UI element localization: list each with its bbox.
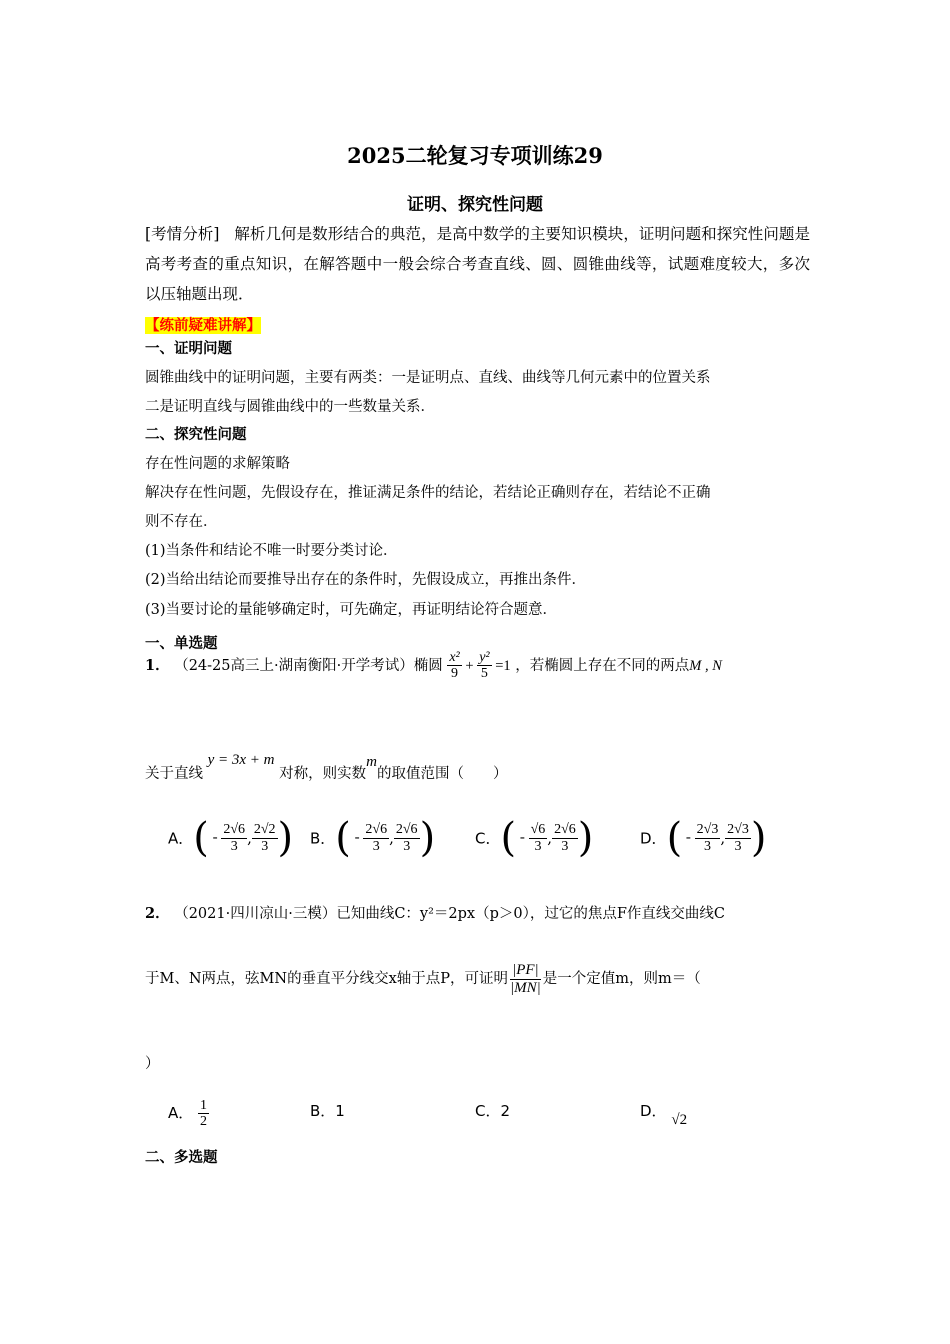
q1-option-d[interactable]: D．( - $\frac{2√3}{3}$ , $\frac{2√3}{3}$ ) <box>640 815 767 861</box>
explore-strategy: 存在性问题的求解策略 <box>145 456 290 472</box>
q1-option-c-label: C． <box>475 829 501 848</box>
question-1-text-a: 椭圆 <box>413 657 443 674</box>
ellipse-x-term: $\frac{\text{x²}}{9}$ <box>449 650 460 682</box>
left-paren-icon: ( <box>335 815 351 861</box>
q1-option-c-upper-bound: $\frac{2√6}{3}$ <box>554 822 576 854</box>
question-2-line-2 <box>145 962 701 996</box>
question-1-number: 1． <box>145 656 170 674</box>
q1-option-c[interactable]: C．( - $\frac{√6}{3}$ , $\frac{2√6}{3}$ ) <box>475 815 594 861</box>
question-1-options <box>168 815 808 878</box>
question-2-line-3: ） <box>145 1056 160 1072</box>
analysis-paragraph <box>145 219 810 309</box>
q1-option-d-label: D． <box>640 829 667 848</box>
question-1-line-1: 1． （24-25高三上·湖南衡阳·开学考试）椭圆 $\frac{\text{x²}}{9}$ + $\frac{\text{y²}}{5}$ =1 ，若椭圆上存在不同的两点M , N <box>145 650 722 682</box>
multi-choice-heading: 二、多选题 <box>145 1149 218 1166</box>
explore-heading: 二、探究性问题 <box>145 426 247 443</box>
explore-item-3: (3)当要讨论的量能够确定时，可先确定，再证明结论符合题意． <box>145 602 558 618</box>
q2-option-b-value: 1 <box>335 1102 345 1120</box>
question-1-text-e: 的取值范围（ ） <box>376 766 508 782</box>
right-paren-icon: ) <box>577 815 594 861</box>
analysis-text: 解析几何是数形结合的典范，是高中数学的主要知识模块，证明问题和探究性问题是高考考查的重点知识，在解答题中一般会综合考查直线、圆、圆锥曲线等，试题难度较大，多次以压轴题出现． <box>145 225 810 303</box>
page-subtitle: 证明、探究性问题 <box>407 195 543 215</box>
right-paren-icon: ) <box>419 815 436 861</box>
ellipse-y-term: $\frac{\text{y²}}{5}$ <box>479 650 490 682</box>
question-2-text-1: 已知曲线C：y²＝2px（p＞0），过它的焦点F作直线交曲线C <box>336 906 726 922</box>
analysis-label: [考情分析] <box>145 225 220 243</box>
q2-option-c-label: C． <box>475 1102 501 1120</box>
q2-option-b-label: B． <box>310 1102 336 1120</box>
q2-option-d-value: √2 <box>671 1112 688 1128</box>
q1-option-b-label: B． <box>310 829 336 848</box>
highlight-label: 【练前疑难讲解】 <box>145 317 261 334</box>
ratio-denominator: |MN| <box>510 979 541 996</box>
question-1-var-m: m <box>366 754 377 770</box>
q1-option-b-upper-bound: $\frac{2√6}{3}$ <box>395 822 418 854</box>
right-paren-icon: ) <box>750 815 767 861</box>
page-title: 2025二轮复习专项训练29 <box>347 143 603 168</box>
explore-line-2: 则不存在． <box>145 514 218 530</box>
q1-option-b-lower-bound: $\frac{2√6}{3}$ <box>365 822 388 854</box>
question-2-text-2b: 是一个定值m，则m＝（ <box>542 971 701 987</box>
q2-option-a[interactable] <box>168 1098 209 1130</box>
question-1-points: M , N <box>689 657 722 674</box>
q1-option-c-lower-bound: $\frac{√6}{3}$ <box>530 822 546 854</box>
question-1-line-2 <box>145 752 508 783</box>
question-1-text-b: ，若椭圆上存在不同的两点 <box>515 657 690 674</box>
q2-option-d-label: D． <box>640 1102 667 1120</box>
q2-option-d[interactable] <box>640 1100 688 1128</box>
left-paren-icon: ( <box>500 815 517 861</box>
q1-option-a-lower-bound: $\frac{2√6}{3}$ <box>223 822 246 854</box>
right-paren-icon: ) <box>277 815 294 861</box>
q1-option-b[interactable]: B．( - $\frac{2√6}{3}$ , $\frac{2√6}{3}$ ) <box>310 815 436 861</box>
q1-option-d-upper-bound: $\frac{2√3}{3}$ <box>727 822 749 854</box>
single-choice-heading: 一、单选题 <box>145 635 218 652</box>
q1-option-d-lower-bound: $\frac{2√3}{3}$ <box>696 822 719 854</box>
question-2-number: 2． <box>145 905 170 922</box>
q1-option-a[interactable]: A．( - $\frac{2√6}{3}$ , $\frac{2√2}{3}$ ) <box>168 815 294 861</box>
proof-line-2: 二是证明直线与圆锥曲线中的一些数量关系． <box>145 399 435 415</box>
q2-option-a-label: A． <box>168 1103 194 1122</box>
q2-option-c-value: 2 <box>500 1102 511 1120</box>
explore-item-2: (2)当给出结论而要推导出存在的条件时，先假设成立，再推出条件． <box>145 572 587 588</box>
proof-line-1: 圆锥曲线中的证明问题，主要有两类：一是证明点、直线、曲线等几何元素中的位置关系 <box>145 370 711 386</box>
question-2-ratio <box>508 962 543 996</box>
question-2-source: （2021·四川凉山·三模） <box>174 906 337 922</box>
left-paren-icon: ( <box>193 815 209 861</box>
question-2-text-2a: 于M、N两点，弦MN的垂直平分线交x轴于点P，可证明 <box>145 971 509 987</box>
question-1-source: （24-25高三上·湖南衡阳·开学考试） <box>174 657 414 674</box>
ratio-numerator: |PF| <box>512 962 539 978</box>
q2-option-c[interactable] <box>475 1100 510 1121</box>
q2-option-b[interactable] <box>310 1100 345 1121</box>
question-1-text-d: 对称，则实数 <box>279 766 367 782</box>
q1-option-a-upper-bound: $\frac{2√2}{3}$ <box>253 822 276 854</box>
explore-line-1: 解决存在性问题，先假设存在，推证满足条件的结论，若结论正确则存在，若结论不正确 <box>145 485 711 501</box>
question-1-text-c: 关于直线 <box>145 766 203 782</box>
question-2-line-1 <box>145 902 725 923</box>
highlight-label-box <box>145 314 261 335</box>
question-2-options <box>168 1086 808 1131</box>
q1-option-a-label: A． <box>168 829 194 848</box>
q2-option-a-value: $\frac{1}{2}$ <box>200 1098 208 1130</box>
proof-heading: 一、证明问题 <box>145 340 232 357</box>
left-paren-icon: ( <box>666 815 683 861</box>
question-1-line-equation: y = 3x + m <box>207 752 275 768</box>
explore-item-1: (1)当条件和结论不唯一时要分类讨论． <box>145 543 398 559</box>
